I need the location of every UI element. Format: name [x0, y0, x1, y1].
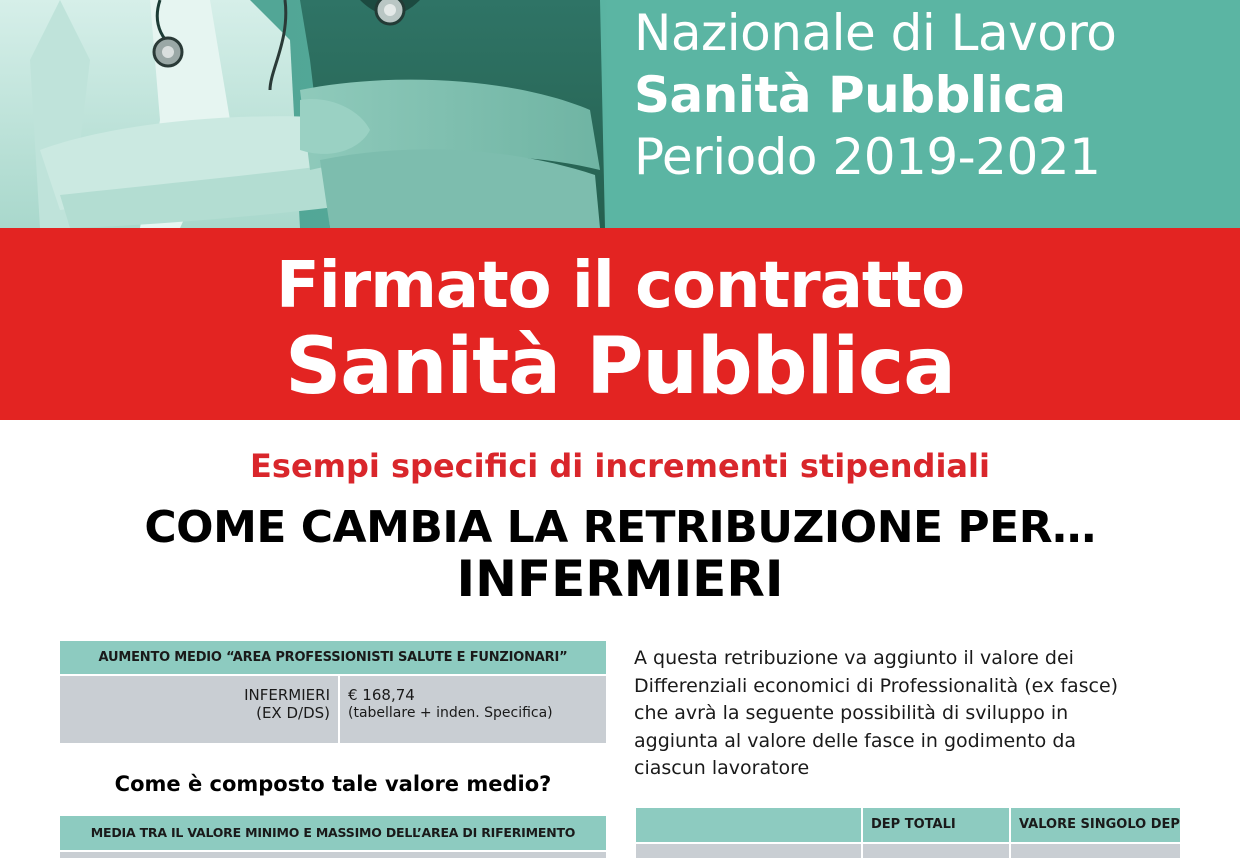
dep-table — [636, 808, 1180, 858]
banner-line-2: Sanità Pubblica — [285, 322, 955, 412]
table-row — [636, 842, 1180, 858]
contract-signed-banner — [0, 228, 1240, 420]
average-range-table-header: MEDIA TRA IL VALORE MINIMO E MASSIMO DELL’AREA DI RIFERIMENTO — [60, 816, 606, 850]
amount-cell — [340, 676, 606, 743]
dep-table-header — [636, 808, 1180, 842]
header-photo — [0, 0, 610, 228]
section-headline: COME CAMBIA LA RETRIBUZIONE PER… — [144, 502, 1096, 553]
amount-note: (tabellare + inden. Specifica) — [348, 705, 553, 721]
dep-explanation-paragraph — [634, 645, 1194, 783]
header-title-line-3: Periodo 2019-2021 — [634, 128, 1101, 186]
average-range-table — [60, 816, 606, 856]
paragraph-line-5: ciascun lavoratore — [634, 757, 810, 779]
table-row — [60, 674, 606, 743]
average-increase-table — [60, 641, 606, 743]
header-title-line-1: Nazionale di Lavoro — [634, 4, 1117, 62]
table-cell — [636, 844, 863, 858]
paragraph-line-3: che avrà la seguente possibilità di sviluppo in — [634, 702, 1069, 724]
dep-table-column-empty — [636, 808, 863, 842]
section-subtitle: Esempi specifici di incrementi stipendiali — [250, 447, 990, 485]
role-label: INFERMIERI — [244, 686, 330, 704]
header-section — [0, 0, 1240, 228]
table-row — [60, 850, 606, 858]
banner-line-1: Firmato il contratto — [275, 249, 965, 323]
role-sublabel: (EX D/DS) — [256, 704, 330, 722]
table-cell — [863, 844, 1011, 858]
header-title-line-2: Sanità Pubblica — [634, 66, 1066, 124]
average-increase-table-header: AUMENTO MEDIO “AREA PROFESSIONISTI SALUTE E FUNZIONARI” — [60, 641, 606, 674]
dep-table-column-single-value: VALORE SINGOLO DEP — [1019, 817, 1180, 832]
paragraph-line-4: aggiunta al valore delle fasce in godimento da — [634, 729, 1077, 752]
paragraph-line-2: Differenziali economici di Professionalità (ex fasce) — [634, 674, 1119, 697]
amount-value: € 168,74 — [348, 686, 415, 704]
dep-table-column-total: DEP TOTALI — [863, 808, 1011, 842]
section-headline-target: INFERMIERI — [456, 550, 784, 608]
table-cell — [1011, 844, 1180, 858]
header-title — [634, 0, 1234, 188]
composition-question: Come è composto tale valore medio? — [114, 772, 552, 796]
paragraph-line-1: A questa retribuzione va aggiunto il valore dei — [634, 647, 1074, 669]
role-cell — [60, 676, 340, 743]
